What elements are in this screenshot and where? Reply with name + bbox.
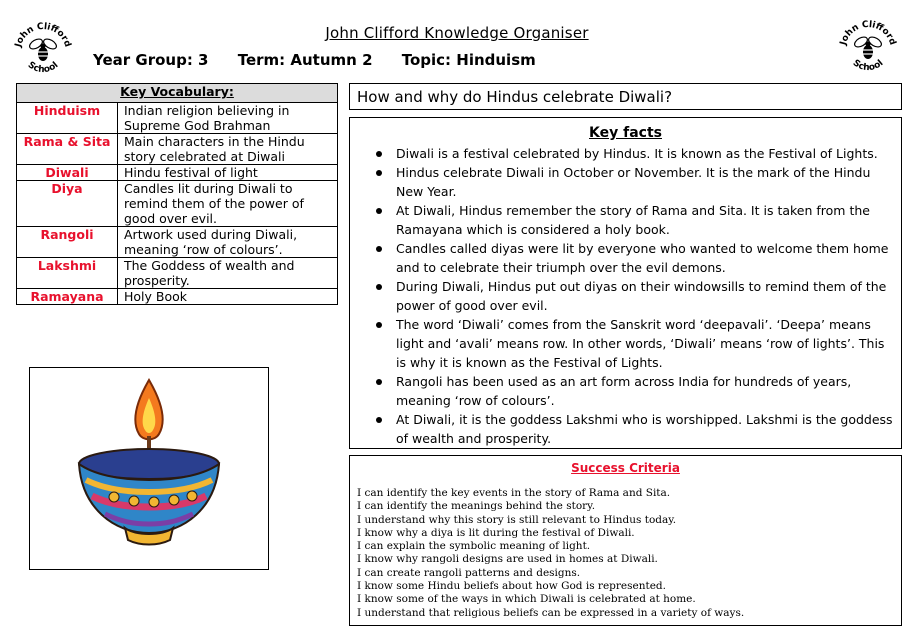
list-item: I can create rangoli patterns and designs.: [357, 566, 581, 579]
key-facts-list: [350, 144, 901, 448]
logo-bottom-text: School: [25, 60, 61, 76]
list-item: I understand why this story is still relevant to Hindus today.: [357, 513, 677, 526]
list-item: Diwali is a festival celebrated by Hindus. It is known as the Festival of Lights.: [396, 144, 901, 163]
vocab-definition: The Goddess of wealth and prosperity.: [118, 258, 338, 289]
vocab-term: Ramayana: [17, 289, 118, 305]
term: Term: Autumn 2: [237, 51, 373, 69]
list-item: During Diwali, Hindus put out diyas on their windowsills to remind them of the power of good over evil.: [396, 277, 901, 315]
vocab-row: [17, 103, 338, 134]
list-item: I know some of the ways in which Diwali is celebrated at home.: [357, 593, 696, 606]
vocab-definition: Indian religion believing in Supreme God Brahman: [118, 103, 338, 134]
vocab-row: [17, 165, 338, 181]
vocab-definition: Artwork used during Diwali, meaning ‘row of colours’.: [118, 227, 338, 258]
vocab-definition: Hindu festival of light: [118, 165, 338, 181]
list-item: I can identify the key events in the story of Rama and Sita.: [357, 487, 671, 499]
key-facts-box: [349, 117, 902, 449]
vocab-term: Rangoli: [17, 227, 118, 258]
vocab-term: Rama & Sita: [17, 134, 118, 165]
vocab-row: [17, 134, 338, 165]
logo-bottom-text: School: [850, 58, 886, 74]
list-item: Candles called diyas were lit by everyone who wanted to welcome them home and to celebrate their triumph over the evil demons.: [396, 239, 901, 277]
vocab-term: Diya: [17, 181, 118, 227]
list-item: I know why a diya is lit during the festival of Diwali.: [357, 526, 635, 539]
vocab-term: Lakshmi: [17, 258, 118, 289]
list-item: At Diwali, Hindus remember the story of Rama and Sita. It is taken from the Ramayana which is considered a holy book.: [396, 201, 901, 239]
vocab-definition: Main characters in the Hindu story celebrated at Diwali: [118, 134, 338, 165]
vocab-row: [17, 227, 338, 258]
vocab-term: Hinduism: [17, 103, 118, 134]
vocab-term: Diwali: [17, 165, 118, 181]
topic: Topic: Hinduism: [401, 51, 536, 69]
list-item: Hindus celebrate Diwali in October or November. It is the mark of the Hindu New Year.: [396, 163, 901, 201]
page-title: John Clifford Knowledge Organiser: [325, 24, 589, 42]
list-item: The word ‘Diwali’ comes from the Sanskrit word ‘deepavali’. ‘Deepa’ means light and ‘avali’ means row. In other words, ‘Diwali’ means ‘row of lights’. This is why it is known as the Festival of Lights.: [396, 315, 901, 372]
list-item: I can explain the symbolic meaning of light.: [357, 540, 591, 553]
success-criteria-heading: Success Criteria: [571, 461, 680, 475]
vocab-row: [17, 258, 338, 289]
key-facts-heading: Key facts: [589, 125, 662, 141]
vocab-definition: Candles lit during Diwali to remind them of the power of good over evil.: [118, 181, 338, 227]
vocab-definition: Holy Book: [118, 289, 338, 305]
list-item: At Diwali, it is the goddess Lakshmi who is worshipped. Lakshmi is the goddess of wealth and prosperity.: [396, 410, 901, 448]
list-item: I know some Hindu beliefs about how God is represented.: [357, 580, 666, 593]
vocab-row: [17, 181, 338, 227]
logo-top-text: John Clifford: [13, 21, 73, 49]
vocab-row: [17, 289, 338, 305]
list-item: Rangoli has been used as an art form across India for hundreds of years, meaning ‘row of colours’.: [396, 372, 901, 410]
header-info: [93, 51, 560, 69]
list-item: I understand that religious beliefs can be expressed in a variety of ways.: [357, 606, 745, 619]
diya-lamp-icon: [30, 368, 268, 569]
question-box: How and why do Hindus celebrate Diwali?: [349, 83, 902, 110]
diya-image-frame: [29, 367, 269, 570]
logo-top-text: John Clifford: [838, 19, 898, 47]
list-item: I can identify the meanings behind the story.: [357, 500, 596, 513]
year-group: Year Group: 3: [93, 51, 209, 69]
success-criteria-box: [349, 455, 902, 626]
vocabulary-heading: Key Vocabulary:: [17, 84, 338, 103]
success-criteria-list: [350, 487, 901, 620]
list-item: I know why rangoli designs are used in homes at Diwali.: [357, 553, 658, 566]
vocabulary-table: [16, 83, 338, 305]
